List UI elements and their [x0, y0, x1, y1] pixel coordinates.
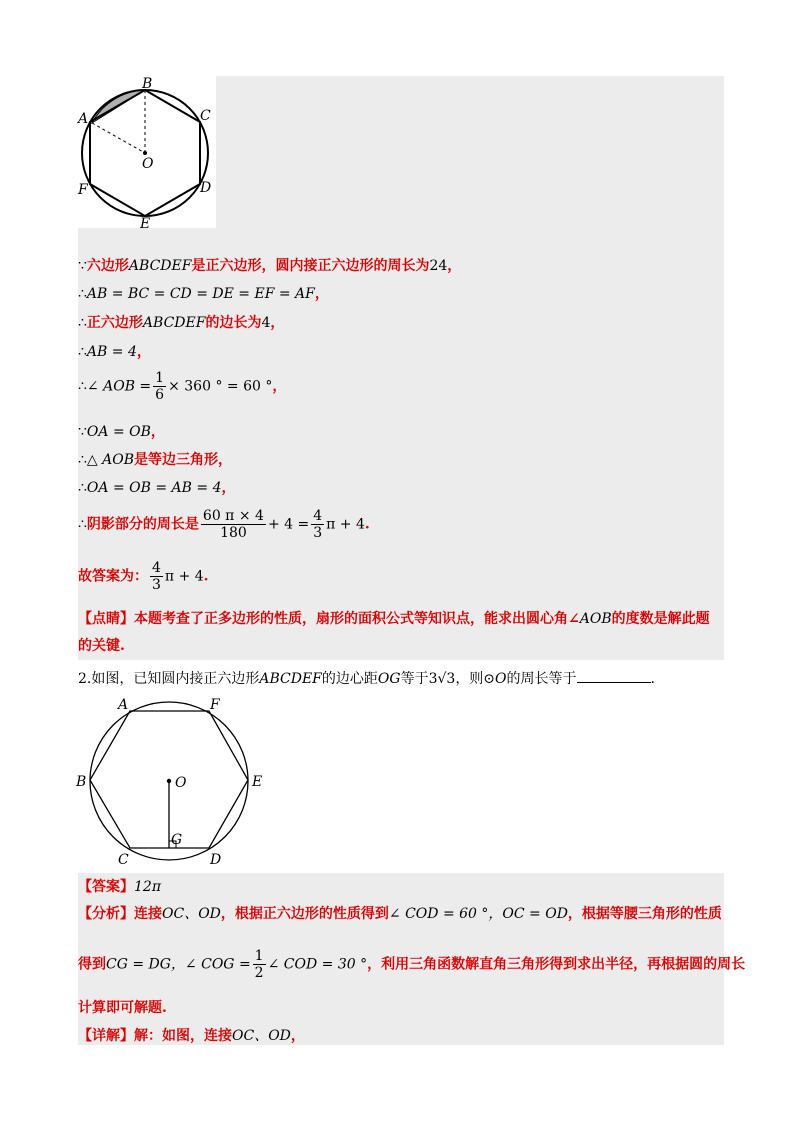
problem2-question: 2.如图，已知圆内接正六边形ABCDEF的边心距OG等于3√3，则⊙O的周长等于 .: [78, 668, 655, 689]
sol1-line6: ∵OA = OB，: [78, 424, 165, 440]
sol1-line3: ∴正六边形ABCDEF的边长为4，: [78, 315, 285, 331]
label-G: G: [171, 832, 183, 848]
label-B: B: [76, 774, 87, 790]
label-D: D: [210, 852, 222, 868]
label-A: A: [118, 697, 129, 713]
label-A: A: [78, 111, 89, 127]
sol1-line1: ∵六边形ABCDEF是正六边形，圆内接正六边形的周长为24，: [78, 258, 462, 274]
label-F: F: [78, 182, 88, 198]
sol1-line8: ∴OA = OB = AB = 4，: [78, 480, 236, 496]
figure2-hexagon-diagram: [74, 694, 274, 870]
center-point: [143, 151, 147, 155]
figure1-hexagon-diagram: [76, 76, 216, 228]
label-B: B: [142, 76, 153, 92]
sol1-line2: ∴AB = BC = CD = DE = EF = AF，: [78, 286, 329, 302]
sol1-comment-line2: 的关键.: [78, 638, 125, 654]
label-C: C: [200, 108, 211, 124]
sol1-answer: 故答案为： $\frac{4}{3}$ π + 4.: [78, 560, 209, 593]
sol1-comment-line1: 【点睛】本题考查了正多边形的性质，扇形的面积公式等知识点，能求出圆心角∠AOB的度数是解此题: [78, 611, 710, 627]
label-D: D: [200, 180, 212, 196]
label-O: O: [175, 775, 187, 791]
center-point: [167, 779, 171, 783]
sol2-answer: 【答案】12π: [78, 879, 162, 895]
answer-blank[interactable]: [577, 668, 651, 683]
label-C: C: [118, 852, 129, 868]
sol2-analysis-line2: 得到CG = DG，∠ COG = $\frac{1}{2}$ ∠ COD = 30 °，利用三角函数解直角三角形得到求出半径，再根据圆的周长: [78, 948, 746, 981]
sol1-line9: ∴阴影部分的周长是 $\frac{60 \pi \times 4}{180}$ + 4 = $\frac{4}{3}$ π + 4.: [78, 508, 370, 541]
sol1-line7: ∴△ AOB是等边三角形，: [78, 452, 233, 468]
sol1-line5: ∴∠ AOB = $\frac{1}{6}$ × 360 ° = 60 °，: [78, 370, 287, 403]
label-E: E: [252, 774, 263, 790]
sol2-detail: 【详解】解：如图，连接OC、OD，: [78, 1028, 305, 1044]
label-O: O: [142, 156, 154, 172]
label-F: F: [210, 697, 220, 713]
sol2-analysis-line3: 计算即可解题.: [78, 1000, 167, 1016]
sol1-line4: ∴AB = 4，: [78, 344, 151, 360]
sol2-analysis-line1: 【分析】连接OC、OD，根据正六边形的性质得到∠ COD = 60 °，OC = OD，根据等腰三角形的性质: [78, 906, 722, 922]
figure1-shade: [214, 76, 724, 228]
label-E: E: [140, 216, 151, 228]
